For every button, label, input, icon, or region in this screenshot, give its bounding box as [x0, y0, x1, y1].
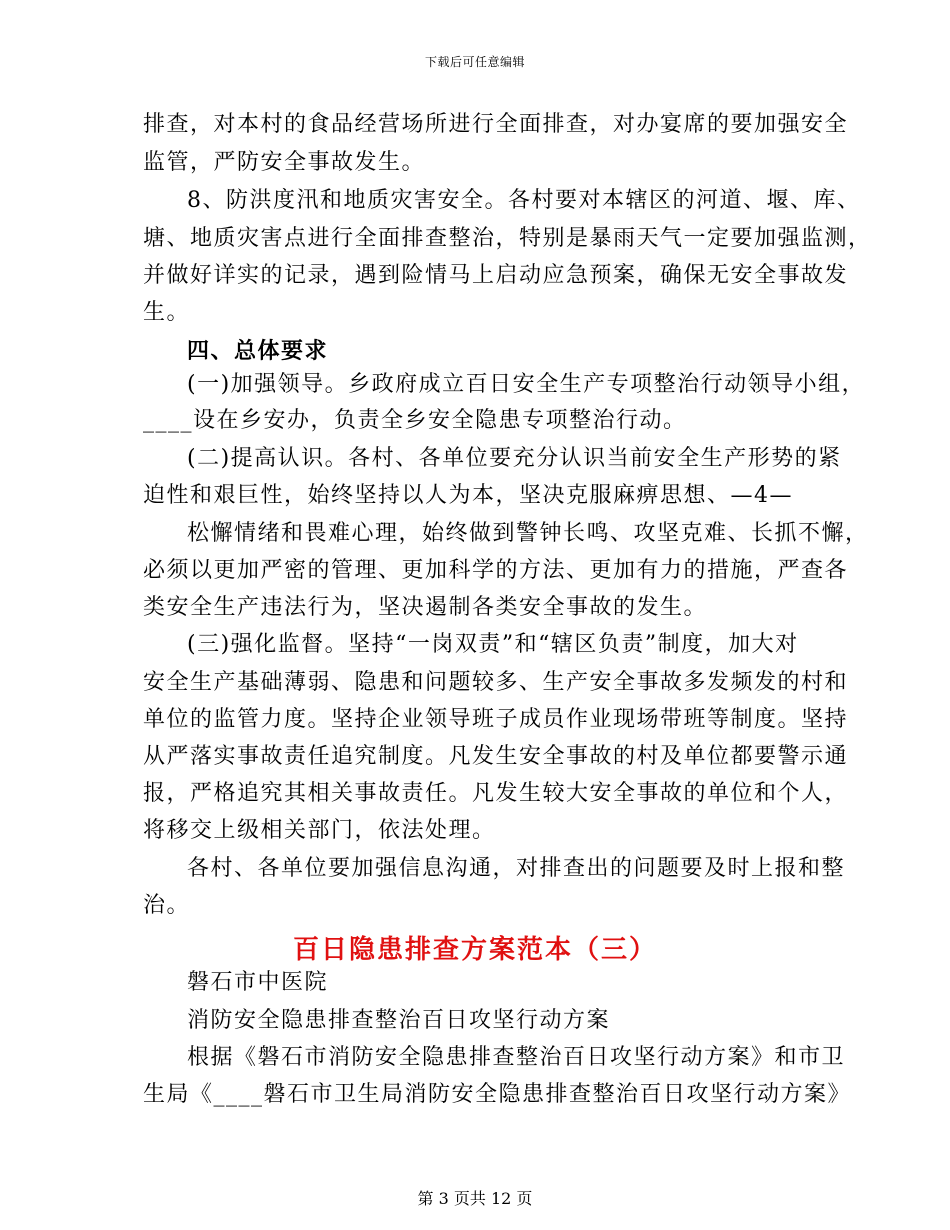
paragraph-line: 排查，对本村的食品经营场所进行全面排查，对办宴席的要加强安全	[143, 112, 849, 137]
paragraph-line: 将移交上级相关部门，依法处理。	[143, 818, 496, 843]
paragraph-line: ____设在乡安办，负责全乡安全隐患专项整治行动。	[143, 408, 687, 433]
paragraph-line: 从严落实事故责任追究制度。凡发生安全事故的村及单位都要警示通	[143, 744, 849, 769]
page-header: 下载后可任意编辑	[424, 55, 525, 69]
paragraph-line: 生局《____磐石市卫生局消防安全隐患排查整治百日攻坚行动方案》	[143, 1082, 852, 1107]
paragraph-line: 并做好详实的记录，遇到险情马上启动应急预案，确保无安全事故发	[143, 263, 849, 288]
paragraph-line: 报，严格追究其相关事故责任。凡发生较大安全事故的单位和个人，	[143, 781, 849, 806]
paragraph-line: 治。	[143, 893, 191, 918]
section-title: 百日隐患排查方案范本（三）	[292, 935, 657, 965]
paragraph-line: (三)强化监督。坚持“一岗双责”和“辖区负责”制度，加大对	[187, 632, 799, 657]
paragraph-line: 各村、各单位要加强信息沟通，对排查出的问题要及时上报和整	[187, 856, 846, 881]
section-heading: 四、总体要求	[187, 338, 329, 364]
paragraph-line: 类安全生产违法行为，坚决遏制各类安全事故的发生。	[143, 595, 708, 620]
paragraph-line: 松懈情绪和畏难心理，始终做到警钟长鸣、攻坚克难、长抓不懈，	[187, 521, 869, 546]
paragraph-line: 塘、地质灾害点进行全面排查整治，特别是暴雨天气一定要加强监测，	[143, 226, 872, 251]
paragraph-line: 单位的监管力度。坚持企业领导班子成员作业现场带班等制度。坚持	[143, 707, 849, 732]
paragraph-line: 监管，严防安全事故发生。	[143, 150, 426, 175]
paragraph-line: 8、防洪度汛和地质灾害安全。各村要对本辖区的河道、堰、库、	[187, 188, 861, 213]
paragraph-line: 生。	[143, 300, 191, 325]
paragraph-line: 迫性和艰巨性，始终坚持以人为本，坚决克服麻痹思想、—4—	[143, 483, 793, 508]
paragraph-line: 必须以更加严密的管理、更加科学的方法、更加有力的措施，严查各	[143, 558, 849, 583]
paragraph-line: 根据《磐石市消防安全隐患排查整治百日攻坚行动方案》和市卫	[187, 1045, 846, 1070]
paragraph-line: 消防安全隐患排查整治百日攻坚行动方案	[187, 1008, 611, 1033]
paragraph-line: (二)提高认识。各村、各单位要充分认识当前安全生产形势的紧	[187, 446, 842, 471]
page-footer: 第 3 页共 12 页	[417, 1189, 533, 1208]
paragraph-line: 磐石市中医院	[187, 970, 329, 995]
paragraph-line: (一)加强领导。乡政府成立百日安全生产专项整治行动领导小组，	[187, 372, 866, 397]
paragraph-line: 安全生产基础薄弱、隐患和问题较多、生产安全事故多发频发的村和	[143, 670, 849, 695]
